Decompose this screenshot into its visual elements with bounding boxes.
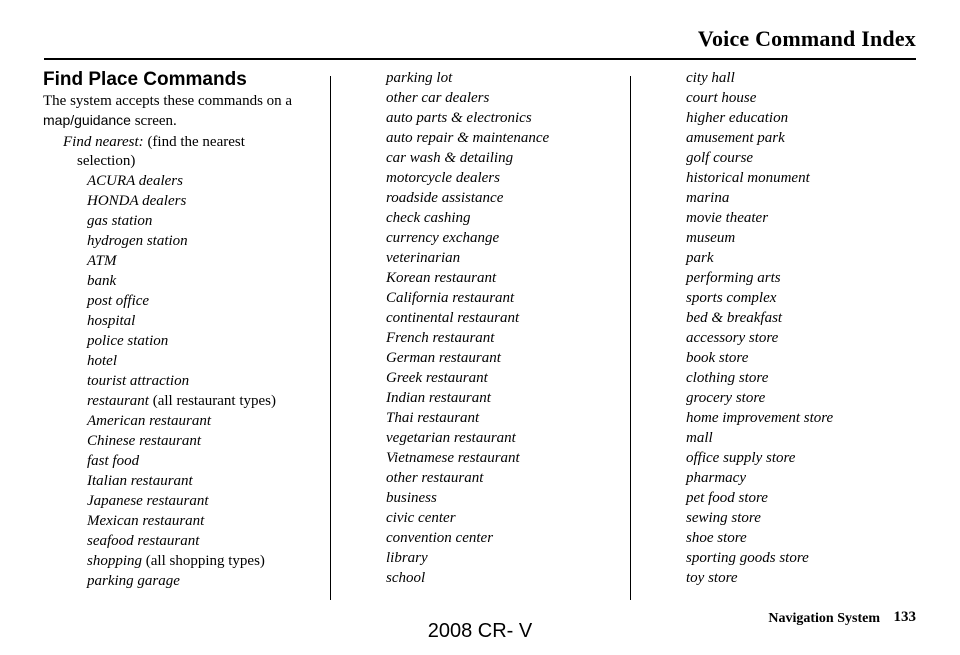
command-item xyxy=(386,168,626,188)
command-text: Thai restaurant xyxy=(386,410,480,426)
command-item xyxy=(386,128,626,148)
command-item xyxy=(686,188,926,208)
intro-text xyxy=(43,92,328,131)
command-text: civic center xyxy=(386,510,456,526)
command-item xyxy=(87,471,328,491)
command-text: city hall xyxy=(686,70,735,86)
command-item xyxy=(87,551,328,571)
command-text: veterinarian xyxy=(386,250,461,266)
command-item xyxy=(686,208,926,228)
command-text: Indian restaurant xyxy=(386,390,491,406)
command-note: (all restaurant types) xyxy=(148,393,276,409)
command-text: tourist attraction xyxy=(87,373,190,389)
command-list-3 xyxy=(686,68,926,588)
command-item xyxy=(386,228,626,248)
command-item xyxy=(686,428,926,448)
command-text: other car dealers xyxy=(386,90,490,106)
command-text: sporting goods store xyxy=(686,550,809,566)
command-text: court house xyxy=(686,90,757,106)
command-list-1 xyxy=(43,171,328,591)
command-text: California restaurant xyxy=(386,290,515,306)
command-text: office supply store xyxy=(686,450,796,466)
command-text: gas station xyxy=(87,213,153,229)
command-item xyxy=(386,288,626,308)
command-text: sewing store xyxy=(686,510,761,526)
command-item xyxy=(686,508,926,528)
command-text: mall xyxy=(686,430,713,446)
command-item xyxy=(87,311,328,331)
find-nearest-label: Find nearest: xyxy=(63,134,144,150)
command-text: grocery store xyxy=(686,390,766,406)
command-text: performing arts xyxy=(686,270,781,286)
command-text: book store xyxy=(686,350,749,366)
command-text: golf course xyxy=(686,150,754,166)
command-item xyxy=(87,271,328,291)
command-item xyxy=(686,348,926,368)
command-item xyxy=(686,68,926,88)
command-text: bank xyxy=(87,273,117,289)
command-text: car wash & detailing xyxy=(386,150,514,166)
command-text: post office xyxy=(87,293,150,309)
column-2 xyxy=(386,68,626,588)
command-item xyxy=(386,408,626,428)
command-text: school xyxy=(386,570,426,586)
command-item xyxy=(386,528,626,548)
command-list-2 xyxy=(386,68,626,588)
command-item xyxy=(386,468,626,488)
command-item xyxy=(87,451,328,471)
page-number: 133 xyxy=(893,609,916,625)
command-text: check cashing xyxy=(386,210,471,226)
command-item xyxy=(386,388,626,408)
command-text: park xyxy=(686,250,714,266)
command-text: pet food store xyxy=(686,490,768,506)
find-nearest-desc: (find the nearest xyxy=(143,134,245,150)
command-text: Greek restaurant xyxy=(386,370,488,386)
command-item xyxy=(87,531,328,551)
command-item xyxy=(386,268,626,288)
command-text: hydrogen station xyxy=(87,233,188,249)
command-text: ACURA dealers xyxy=(87,173,183,189)
command-text: marina xyxy=(686,190,730,206)
command-item xyxy=(386,488,626,508)
command-item xyxy=(686,548,926,568)
command-item xyxy=(386,548,626,568)
header-rule xyxy=(44,58,916,60)
command-item xyxy=(686,148,926,168)
watermark: 2008 CR- V xyxy=(427,620,533,642)
command-text: restaurant xyxy=(87,393,149,409)
command-item xyxy=(87,411,328,431)
command-text: American restaurant xyxy=(87,413,212,429)
command-text: movie theater xyxy=(686,210,769,226)
command-text: Japanese restaurant xyxy=(87,493,209,509)
command-text: other restaurant xyxy=(386,470,484,486)
command-text: library xyxy=(386,550,428,566)
command-item xyxy=(386,368,626,388)
command-item xyxy=(686,448,926,468)
command-text: fast food xyxy=(87,453,140,469)
command-item xyxy=(87,351,328,371)
command-item xyxy=(686,128,926,148)
find-nearest-line xyxy=(63,133,328,171)
intro-prefix: The system accepts these commands on a xyxy=(43,93,293,109)
command-text: clothing store xyxy=(686,370,769,386)
command-item xyxy=(87,571,328,591)
command-text: parking lot xyxy=(386,70,453,86)
find-nearest-cont: selection) xyxy=(77,153,136,169)
command-item xyxy=(87,491,328,511)
column-rule-left xyxy=(330,76,331,600)
command-text: shopping xyxy=(87,553,143,569)
column-1 xyxy=(43,68,328,591)
command-text: roadside assistance xyxy=(386,190,504,206)
command-item xyxy=(386,248,626,268)
command-item xyxy=(386,508,626,528)
command-text: Mexican restaurant xyxy=(87,513,205,529)
command-item xyxy=(87,231,328,251)
command-item xyxy=(386,88,626,108)
command-text: pharmacy xyxy=(686,470,746,486)
command-text: currency exchange xyxy=(386,230,500,246)
command-item xyxy=(87,371,328,391)
command-text: police station xyxy=(87,333,169,349)
command-item xyxy=(686,248,926,268)
command-text: business xyxy=(386,490,437,506)
command-text: accessory store xyxy=(686,330,779,346)
command-item xyxy=(686,528,926,548)
command-text: vegetarian restaurant xyxy=(386,430,516,446)
command-item xyxy=(386,108,626,128)
command-text: parking garage xyxy=(87,573,180,589)
command-text: historical monument xyxy=(686,170,810,186)
command-item xyxy=(386,328,626,348)
command-item xyxy=(87,171,328,191)
command-item xyxy=(686,108,926,128)
command-item xyxy=(87,391,328,411)
command-item xyxy=(87,191,328,211)
command-text: home improvement store xyxy=(686,410,834,426)
command-text: auto repair & maintenance xyxy=(386,130,550,146)
command-item xyxy=(686,288,926,308)
intro-link-text: map/guidance xyxy=(43,112,131,128)
footer-label: Navigation System xyxy=(768,611,880,626)
command-text: bed & breakfast xyxy=(686,310,783,326)
section-heading: Find Place Commands xyxy=(43,69,247,90)
command-item xyxy=(87,291,328,311)
command-item xyxy=(686,308,926,328)
command-item xyxy=(686,168,926,188)
command-item xyxy=(386,148,626,168)
command-item xyxy=(87,511,328,531)
column-3 xyxy=(686,68,926,588)
command-text: seafood restaurant xyxy=(87,533,200,549)
command-item xyxy=(686,228,926,248)
command-item xyxy=(87,251,328,271)
command-text: French restaurant xyxy=(386,330,495,346)
command-text: HONDA dealers xyxy=(87,193,187,209)
command-item xyxy=(87,331,328,351)
intro-suffix: screen. xyxy=(130,113,177,129)
command-text: toy store xyxy=(686,570,738,586)
command-item xyxy=(686,268,926,288)
command-item xyxy=(386,348,626,368)
command-item xyxy=(686,408,926,428)
command-item xyxy=(386,308,626,328)
command-text: higher education xyxy=(686,110,789,126)
command-text: continental restaurant xyxy=(386,310,520,326)
command-item xyxy=(686,388,926,408)
column-rule-right xyxy=(630,76,631,600)
command-item xyxy=(87,431,328,451)
command-text: sports complex xyxy=(686,290,777,306)
command-text: Korean restaurant xyxy=(386,270,497,286)
command-item xyxy=(686,468,926,488)
command-text: Italian restaurant xyxy=(87,473,193,489)
command-text: shoe store xyxy=(686,530,747,546)
command-item xyxy=(386,208,626,228)
command-text: Vietnamese restaurant xyxy=(386,450,520,466)
command-item xyxy=(386,568,626,588)
command-text: museum xyxy=(686,230,736,246)
command-item xyxy=(686,328,926,348)
command-text: hospital xyxy=(87,313,136,329)
command-item xyxy=(386,448,626,468)
command-text: hotel xyxy=(87,353,117,369)
command-item xyxy=(386,188,626,208)
command-note: (all shopping types) xyxy=(142,553,265,569)
command-text: German restaurant xyxy=(386,350,501,366)
command-text: auto parts & electronics xyxy=(386,110,532,126)
command-text: amusement park xyxy=(686,130,785,146)
command-item xyxy=(686,568,926,588)
command-item xyxy=(386,428,626,448)
command-text: Chinese restaurant xyxy=(87,433,202,449)
command-text: motorcycle dealers xyxy=(386,170,500,186)
command-item xyxy=(686,368,926,388)
page-header-title: Voice Command Index xyxy=(697,26,916,51)
command-item xyxy=(386,68,626,88)
command-text: convention center xyxy=(386,530,494,546)
command-item xyxy=(87,211,328,231)
command-item xyxy=(686,88,926,108)
command-text: ATM xyxy=(87,253,117,269)
command-item xyxy=(686,488,926,508)
